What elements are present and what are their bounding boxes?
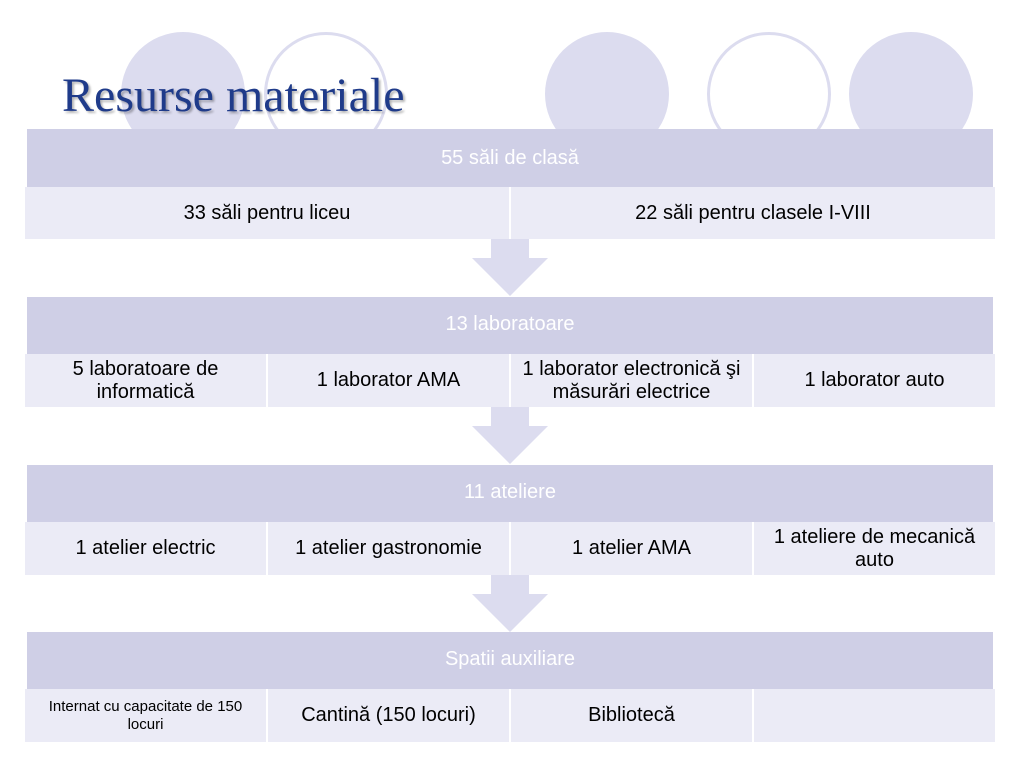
table-cell: Cantină (150 locuri) <box>266 689 509 742</box>
table-cell: Internat cu capacitate de 150 locuri <box>25 689 266 742</box>
section-row-classrooms <box>25 187 995 239</box>
table-cell-empty <box>752 689 995 742</box>
table-cell: 1 ateliere de mecanică auto <box>752 522 995 575</box>
section-header-label: 55 săli de clasă <box>441 147 579 169</box>
section-row-laboratories <box>25 354 995 407</box>
table-cell: 1 laborator AMA <box>266 354 509 407</box>
table-cell: 1 atelier electric <box>25 522 266 575</box>
table-cell: 1 atelier gastronomie <box>266 522 509 575</box>
slide-title: Resurse materiale <box>62 69 405 122</box>
flow-arrow-stem <box>491 239 529 259</box>
flow-arrow-stem <box>491 575 529 595</box>
flow-arrow-stem <box>491 407 529 427</box>
section-row-auxiliary <box>25 689 995 742</box>
table-cell: 22 săli pentru clasele I-VIII <box>509 187 995 239</box>
section-header-label: Spatii auxiliare <box>444 648 576 670</box>
table-cell: 1 atelier AMA <box>509 522 752 575</box>
table-cell: 5 laboratoare de informatică <box>25 354 266 407</box>
down-arrow-icon <box>472 594 548 632</box>
table-cell: 1 laborator auto <box>752 354 995 407</box>
section-header-label: 11 ateliere <box>464 481 556 503</box>
down-arrow-icon <box>472 426 548 464</box>
section-header-label: 13 laboratoare <box>445 313 575 335</box>
section-row-workshops <box>25 522 995 575</box>
table-cell: Bibliotecă <box>509 689 752 742</box>
table-cell: 1 laborator electronică şi măsurări electrice <box>509 354 752 407</box>
down-arrow-icon <box>472 258 548 296</box>
table-cell: 33 săli pentru liceu <box>25 187 509 239</box>
